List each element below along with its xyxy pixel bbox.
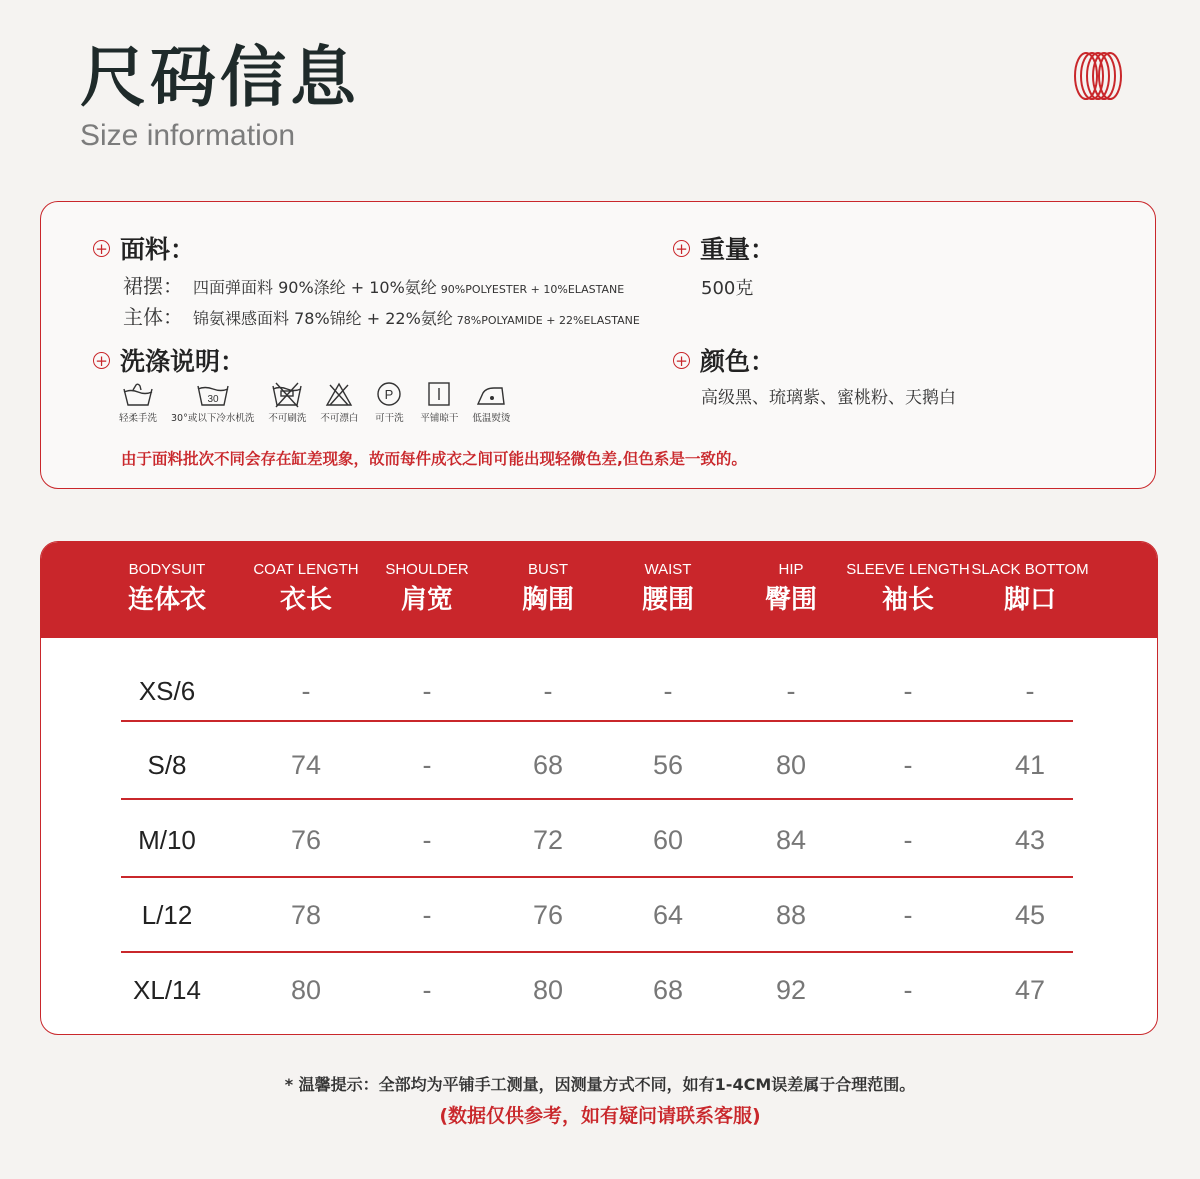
skirt-en: 90%POLYESTER + 10%ELASTANE <box>440 283 625 296</box>
table-row <box>41 878 1157 953</box>
size-table <box>40 541 1158 1035</box>
machine-wash-30-icon <box>196 380 230 408</box>
table-cell: - <box>903 975 913 1005</box>
skirt-desc: 四面弹面料 90%涤纶 + 10%氨纶 <box>193 278 437 297</box>
table-cell: - <box>422 750 432 780</box>
color-difference-notice: 由于面料批次不同会存在缸差现象，故而每件成衣之间可能出现轻微色差,但色系是一致的。 <box>121 450 747 468</box>
plus-icon: + <box>673 240 690 257</box>
table-cell: - <box>1025 676 1035 706</box>
fabric-section-header <box>93 230 195 266</box>
care-item <box>119 380 157 424</box>
plus-icon: + <box>93 352 110 369</box>
color-value: 高级黑、琉璃紫、蜜桃粉、天鹅白 <box>701 388 956 408</box>
size-cell: S/8 <box>147 750 187 780</box>
svg-text:30: 30 <box>207 394 219 405</box>
table-cell: 45 <box>1014 900 1046 930</box>
body-en: 78%POLYAMIDE + 22%ELASTANE <box>456 314 640 327</box>
table-cell: 84 <box>775 825 807 855</box>
rings-icon <box>1072 50 1124 102</box>
table-cell: - <box>422 676 432 706</box>
plus-icon: + <box>673 352 690 369</box>
table-row <box>41 654 1157 729</box>
table-cell: 76 <box>290 825 322 855</box>
table-cell: 68 <box>532 750 564 780</box>
table-cell: - <box>903 900 913 930</box>
table-cell: 92 <box>775 975 807 1005</box>
color-section-header <box>673 342 775 378</box>
size-cell: M/10 <box>138 825 196 855</box>
care-item <box>171 380 254 424</box>
table-row <box>41 803 1157 878</box>
dry-clean-p-icon <box>372 380 406 408</box>
body-desc: 锦氨裸感面料 78%锦纶 + 22%氨纶 <box>193 309 453 328</box>
table-cell: 80 <box>290 975 322 1005</box>
table-cell: 80 <box>532 975 564 1005</box>
table-cell: 88 <box>775 900 807 930</box>
table-cell: 72 <box>532 825 564 855</box>
table-cell: 76 <box>532 900 564 930</box>
table-row <box>41 953 1157 1028</box>
table-cell: 41 <box>1014 750 1046 780</box>
color-title: 颜色： <box>700 347 776 376</box>
fabric-body-line <box>123 301 640 330</box>
weight-title: 重量： <box>700 235 776 264</box>
no-bleach-icon <box>322 380 356 408</box>
table-cell: - <box>543 676 553 706</box>
size-cell: XL/14 <box>133 975 201 1005</box>
table-cell: - <box>422 825 432 855</box>
table-cell: 68 <box>652 975 684 1005</box>
table-cell: 43 <box>1014 825 1046 855</box>
size-cell: XS/6 <box>138 676 196 706</box>
column-header-coat-length: COAT LENGTH 衣长 <box>253 561 359 615</box>
care-label: 平铺晾干 <box>420 413 459 424</box>
weight-section-header <box>673 230 775 266</box>
flat-dry-icon <box>422 380 456 408</box>
care-label: 不可漂白 <box>320 413 359 424</box>
care-label: 轻柔手洗 <box>119 413 158 424</box>
column-header-waist: WAIST 腰围 <box>641 561 694 615</box>
care-item <box>472 380 510 424</box>
care-label: 低温熨烫 <box>472 413 511 424</box>
no-brush-icon <box>270 380 304 408</box>
skirt-label: 裙摆： <box>123 274 183 298</box>
page-subtitle: Size information <box>80 119 296 152</box>
gentle-hand-wash-icon <box>121 380 155 408</box>
row-divider <box>121 798 1073 800</box>
column-header-bust: BUST 胸围 <box>521 561 574 615</box>
table-cell: - <box>903 750 913 780</box>
measurement-tip: * 温馨提示：全部均为平铺手工测量，因测量方式不同，如有1-4CM误差属于合理范围。 <box>284 1075 916 1094</box>
page-title: 尺码信息 <box>80 39 360 116</box>
svg-text:P: P <box>385 387 394 402</box>
washing-title: 洗涤说明： <box>120 347 246 376</box>
body-label: 主体： <box>123 305 183 329</box>
care-item <box>268 380 306 424</box>
column-header-shoulder: SHOULDER 肩宽 <box>385 561 469 615</box>
column-header-hip: HIP 臀围 <box>764 561 817 615</box>
size-table-header <box>41 542 1157 638</box>
fabric-title: 面料： <box>120 235 196 264</box>
fabric-skirt-line <box>123 270 624 299</box>
plus-icon: + <box>93 240 110 257</box>
table-row <box>41 728 1157 803</box>
size-cell: L/12 <box>141 900 193 930</box>
reference-note: (数据仅供参考，如有疑问请联系客服) <box>439 1105 761 1127</box>
care-item <box>372 380 406 424</box>
row-divider <box>121 720 1073 722</box>
table-cell: 56 <box>652 750 684 780</box>
weight-value: 500克 <box>701 278 754 299</box>
table-cell: - <box>663 676 673 706</box>
table-cell: 74 <box>290 750 322 780</box>
care-item <box>420 380 458 424</box>
column-header-slack-bottom: SLACK BOTTOM 脚口 <box>971 561 1089 615</box>
care-label: 不可刷洗 <box>268 413 307 424</box>
table-cell: - <box>903 676 913 706</box>
table-cell: 60 <box>652 825 684 855</box>
table-cell: - <box>903 825 913 855</box>
column-header-sleeve-length: SLEEVE LENGTH 袖长 <box>846 561 970 615</box>
low-iron-icon <box>474 380 508 408</box>
care-label: 可干洗 <box>375 413 404 424</box>
washing-section-header <box>93 342 245 378</box>
table-cell: - <box>422 900 432 930</box>
care-icons-row <box>119 380 524 424</box>
column-header-bodysuit: BODYSUIT 连体衣 <box>127 561 206 615</box>
table-cell: 78 <box>290 900 322 930</box>
table-cell: - <box>301 676 311 706</box>
table-cell: 64 <box>652 900 684 930</box>
care-label: 30°或以下冷水机洗 <box>171 413 255 424</box>
table-cell: - <box>786 676 796 706</box>
care-item <box>320 380 358 424</box>
info-card <box>40 201 1156 489</box>
table-cell: - <box>422 975 432 1005</box>
table-cell: 47 <box>1014 975 1046 1005</box>
table-cell: 80 <box>775 750 807 780</box>
